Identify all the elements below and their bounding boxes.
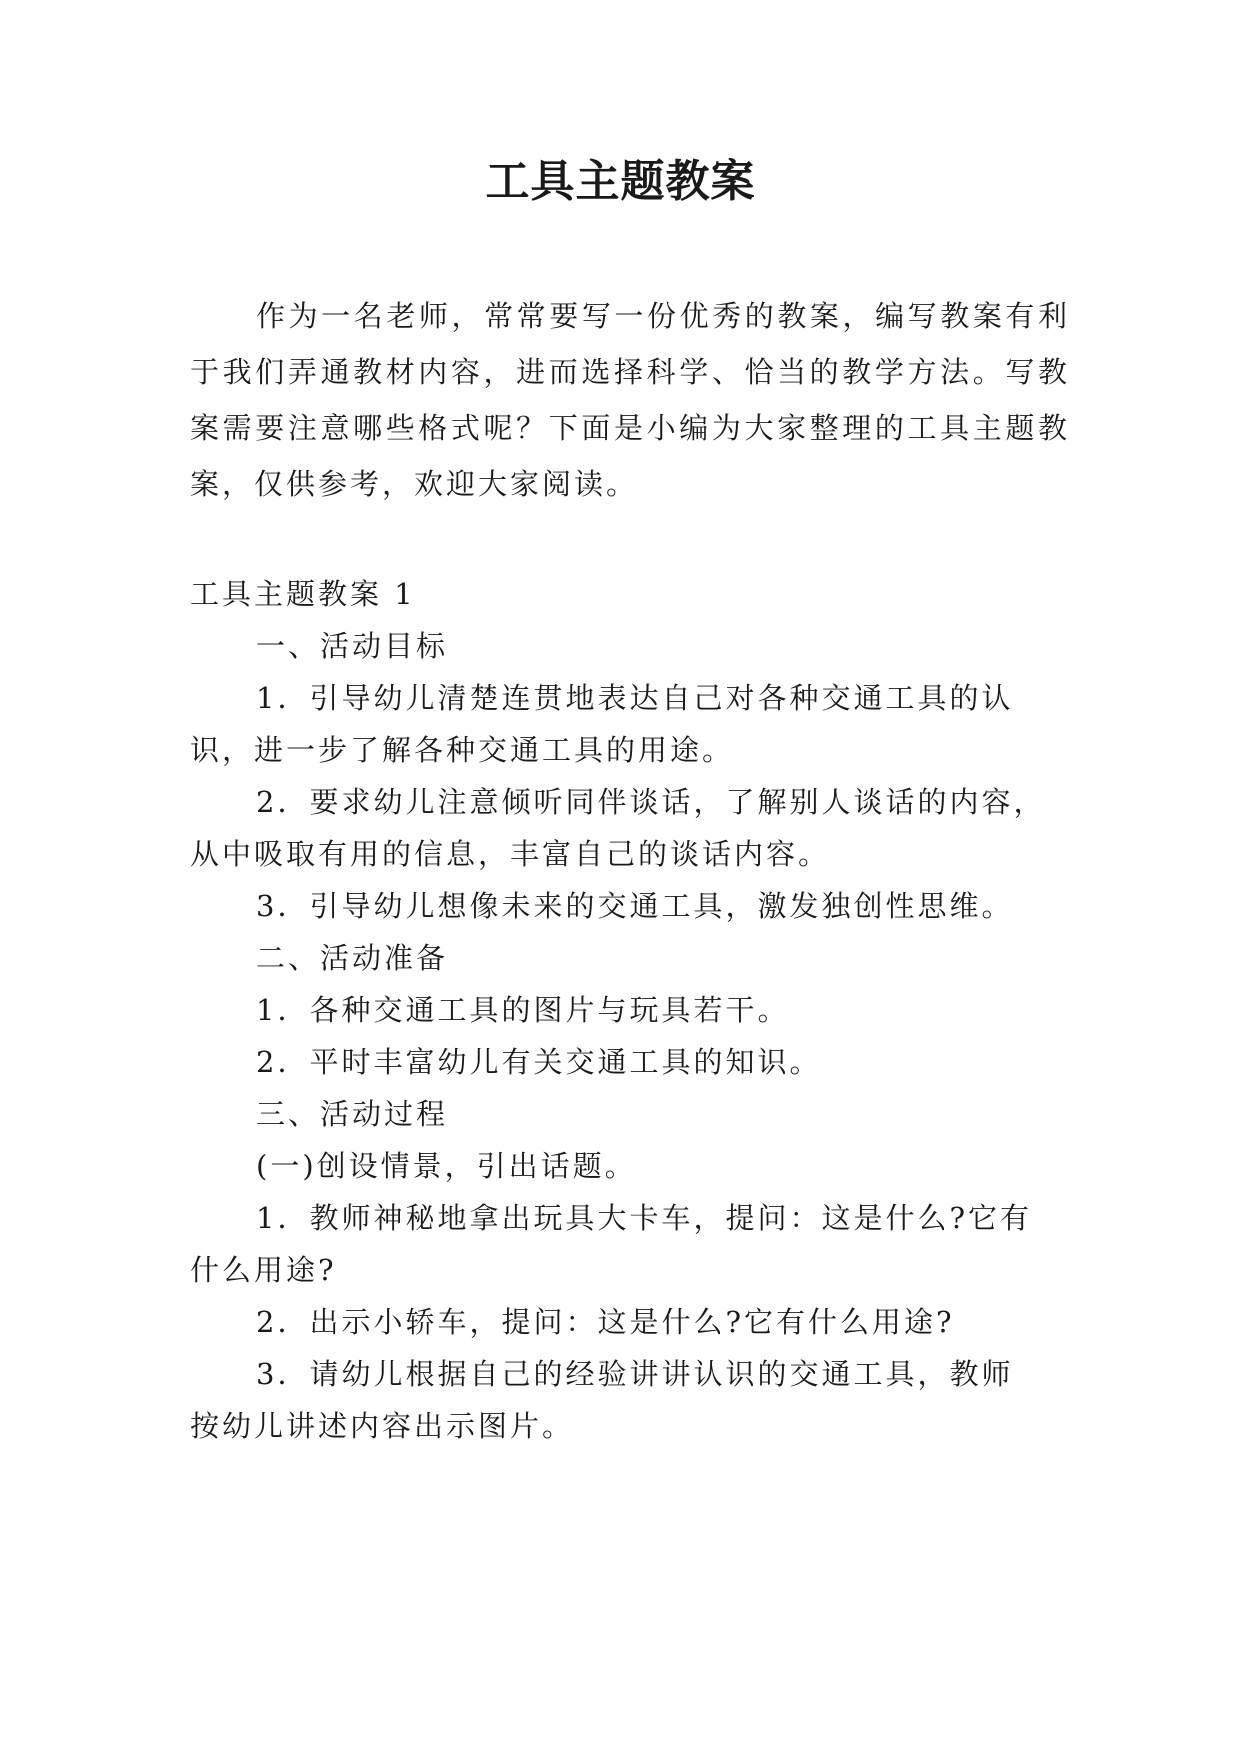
- intro-paragraph: 作为一名老师，常常要写一份优秀的教案，编写教案有利于我们弄通教材内容，进而选择科学、恰当的教学方法。写教案需要注意哪些格式呢？下面是小编为大家整理的工具主题教案，仅供参考，欢迎大家阅读。: [190, 299, 1070, 501]
- step-1-line-1: 1．教师神秘地拿出玩具大卡车，提问：这是什么?它有: [256, 1201, 1032, 1235]
- goal-3: 3．引导幼儿想像未来的交通工具，激发独创性思维。: [256, 889, 1014, 923]
- step-3-line-1: 3．请幼儿根据自己的经验讲讲认识的交通工具，教师: [256, 1357, 1014, 1391]
- heading-activity-preparation: 二、活动准备: [256, 941, 449, 975]
- step-3-line-2: 按幼儿讲述内容出示图片。: [190, 1409, 575, 1443]
- step-2: 2．出示小轿车，提问：这是什么?它有什么用途?: [256, 1305, 955, 1339]
- goal-1-line-2: 识，进一步了解各种交通工具的用途。: [190, 733, 735, 767]
- prep-2: 2．平时丰富幼儿有关交通工具的知识。: [256, 1045, 822, 1079]
- goal-2-line-2: 从中吸取有用的信息，丰富自己的谈话内容。: [190, 837, 831, 871]
- section-title: 工具主题教案 1: [190, 577, 416, 611]
- step-1-line-2: 什么用途?: [190, 1253, 337, 1287]
- document-title: 工具主题教案: [485, 156, 756, 207]
- prep-1: 1．各种交通工具的图片与玩具若干。: [256, 993, 790, 1027]
- heading-activity-goals: 一、活动目标: [256, 629, 449, 663]
- goal-1-line-1: 1．引导幼儿清楚连贯地表达自己对各种交通工具的认: [256, 681, 1014, 715]
- heading-activity-process: 三、活动过程: [256, 1097, 449, 1131]
- subheading-1: (一)创设情景，引出话题。: [256, 1149, 637, 1183]
- goal-2-line-1: 2．要求幼儿注意倾听同伴谈话，了解别人谈话的内容，: [256, 785, 1046, 819]
